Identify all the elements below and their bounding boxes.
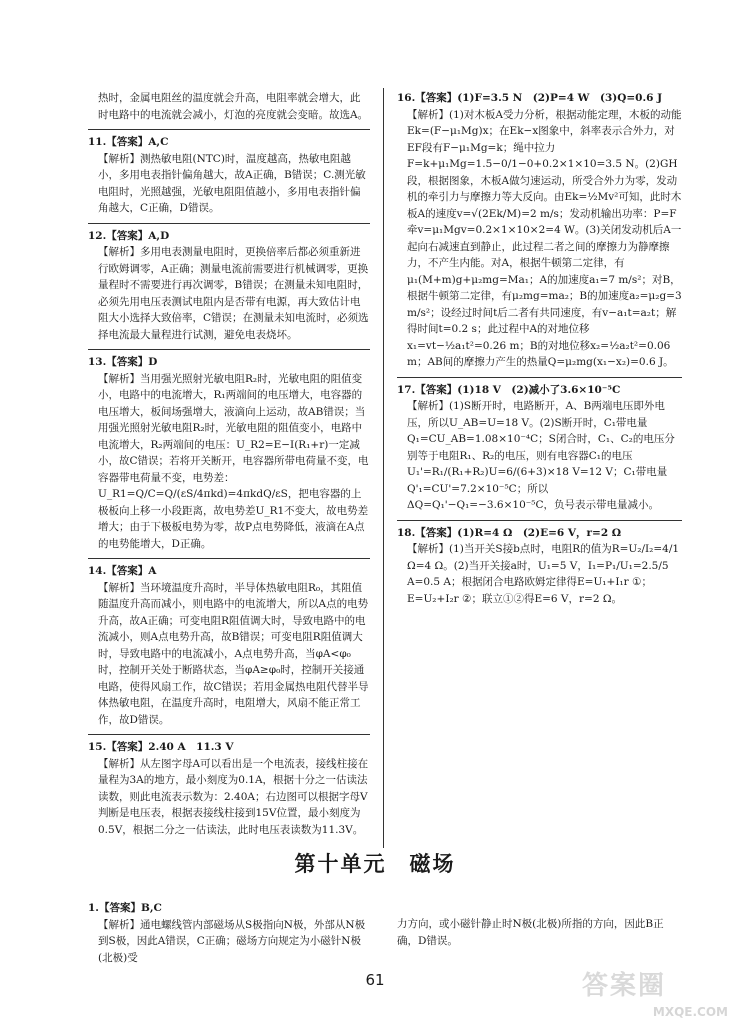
q15-analysis: 【解析】从左图字母A可以看出是一个电流表，接线柱接在量程为3A的地方，最小刻度为0.1A，根据十分之一估读法读数，则此电流表示数为：2.40A；右边图可以根据字母V判断是电压表，根据表接线柱接到15V位置，最小刻度为0.5V，根据二分之一估读法，此时电压表读数为11.3V。 [98, 757, 369, 836]
q13-answer: 13.【答案】D [88, 356, 158, 368]
q18-analysis: 【解析】(1)当开关S接b点时，电阻R的值为R=U₂/I₂=4/1 Ω=4 Ω。(2)当开关接a时，U₁=5 V，I₁=P₁/U₁=2.5/5 A=0.5 A；根据闭合电路欧姆定律得E=U₁+I₁r ①；E=U₂+I₂r ②；联立①②得E=6 V，r=2 Ω。 [407, 543, 680, 605]
q17-analysis: 【解析】(1)S断开时，电路断开，A、B两端电压即外电压，所以U_AB=U=18 V。(2)S断开时，C₁带电量Q₁=CU_AB=1.08×10⁻⁴C；S闭合时，C₁、C₂的电压分别等于电阻R₁、R₂的电压，则有电容器C₁的电压U₁'=R₁/(R₁+R₂)U=6/(6+3)×18 V=12 V；C₁带电量Q'₁=CU'=7.2×10⁻⁵C；所以ΔQ=Q₁'−Q₁=−3.6×10⁻⁵C，负号表示带电量减小。 [407, 400, 675, 511]
q17-answer: 17.【答案】(1)18 V (2)减小了3.6×10⁻⁵C [397, 383, 621, 396]
watermark-main: 答案圈 [582, 971, 667, 1001]
q15-answer: 15.【答案】2.40 A 11.3 V [88, 741, 234, 753]
q11-answer: 11.【答案】A,C [88, 136, 169, 148]
q14-analysis: 【解析】当环境温度升高时，半导体热敏电阻R₀，其阻值随温度升高而减小，则电路中的电流增大，所以A点的电势升高，故A正确；可变电阻R阻值调大时，导致电路中的电流减小，则A点电势升高，故B错误；可变电阻R阻值调大时，导致电路中的电流减小，A点电势升高，当φA<φ₀时，控制开关处于断路状态，当φA≥φ₀时，控制开关接通电路，使得风扇工作，故C错误；若用金属热电阻代替半导体热敏电阻，在温度升高时，电阻增大，风扇不能正常工作，故D错误。 [98, 581, 369, 726]
unit10-q1-analysis-left: 【解析】通电螺线管内部磁场从S极指向N极，外部从N极到S极，因此A错误，C正确；磁场方向规定为小磁针N极(北极)受 [98, 918, 366, 964]
question-17 [397, 378, 682, 521]
left-column [88, 86, 370, 844]
q18-answer: 18.【答案】(1)R=4 Ω (2)E=6 V，r=2 Ω [397, 526, 622, 539]
column-divider [383, 88, 384, 848]
q16-analysis: 【解析】(1)对木板A受力分析，根据动能定理，木板的动能Ek=(F−μ₁Mg)x；在Ek−x图象中，斜率表示合外力，对EF段有F−μ₁Mg=k；绳中拉力F=k+μ₁Mg=1.5−0/1−0+0.2×1×10=3.5 N。(2)GH段，根据图象，木板A做匀速运动，所受合外力为零，发动机的牵引力与摩擦力等大反向。由Ek=½Mv²可知，此时木板A的速度v=√(2Ek/M)=2 m/s；发动机输出功率：P=F牵v=μ₁Mgv=0.2×1×10×2=4 W。(3)关闭发动机后A一起向右减速直到静止，此过程二者之间的摩擦力为静摩擦力，不产生内能。对A，根据牛顿第二定律，有μ₁(M+m)g+μ₂mg=Ma₁；A的加速度a₁=7 m/s²；对B，根据牛顿第二定律，有μ₂mg=ma₂；B的加速度a₂=μ₂g=3 m/s²；设经过时间t后二者有共同速度，有v−a₁t=a₂t；解得时间t=0.2 s；此过程中A的对地位移x₁=vt−½a₁t²=0.26 m；B的对地位移x₂=½a₂t²=0.06 m；AB间的摩擦力产生的热量Q=μ₂mg(x₁−x₂)=0.6 J。 [407, 108, 682, 368]
q14-answer: 14.【答案】A [88, 565, 157, 577]
question-18 [397, 521, 682, 614]
bottom-left-block [88, 900, 370, 966]
q16-answer: 16.【答案】(1)F=3.5 N (2)P=4 W (3)Q=0.6 J [397, 92, 663, 104]
unit10-q1-analysis-right: 力方向，或小磁针静止时N极(北极)所指的方向，因此B正确，D错误。 [397, 918, 664, 947]
page-number: 61 [365, 971, 385, 989]
question-11 [88, 130, 370, 224]
q12-answer: 12.【答案】A,D [88, 229, 170, 242]
watermark-logo [582, 971, 732, 1019]
question-12 [88, 224, 370, 351]
unit-title: 第十单元 磁场 [294, 852, 456, 876]
question-15 [88, 735, 370, 844]
q13-analysis: 【解析】当用强光照射光敏电阻R₂时，光敏电阻的阻值变小，电路中的电流增大，R₁两端间的电压增大，电容器的电压增大，板间场强增大，液滴向上运动，故AB错误；当用强光照射光敏电阻R₂时，光敏电阻的阻值变小，电路中电流增大，R₂两端间的电压：U_R2=E−I(R₁+r)一定减小，故C错误；若将开关断开，电容器所带电荷量不变，电容器带电荷量不变，电势差：U_R1=Q/C=Q/(εS/4πkd)=4πkdQ/εS，把电容器的上极板向上移一小段距离，故电势差U_R1不变大，故电势差增大；由于下极板电势为零，故P点电势降低，液滴在A点的电势能增大，D正确。 [98, 372, 369, 550]
unit10-q1-answer: 1.【答案】B,C [88, 902, 162, 914]
question-14 [88, 559, 370, 735]
q11-analysis: 【解析】测热敏电阻(NTC)时，温度越高，热敏电阻越小，多用电表指针偏角越大，故A正确，B错误；C.测光敏电阻时，光照越强，光敏电阻阻值越小，多用电表指针偏角越大，C正确，D错误。 [98, 152, 366, 214]
intro-paragraph [88, 86, 370, 130]
right-column [397, 86, 682, 613]
q12-analysis: 【解析】多用电表测量电阻时，更换倍率后都必须重新进行欧姆调零，A正确；测量电流前需要进行机械调零，更换量程时不需要进行再次调零，B错误；在测量未知电阻时，必须先用电压表测试电阻内是否带有电源，再大致估计电阻大小选择大致倍率，C错误；在测量未知电流时，必须选择电流最大量程进行试测，避免电表烧坏。 [98, 246, 369, 341]
bottom-right-block [397, 900, 682, 949]
intro-text: 热时，金属电阻丝的温度就会升高，电阻率就会增大，此时电路中的电流就会减小，灯泡的亮度就会变暗。故选A。 [98, 92, 369, 121]
question-16 [397, 86, 682, 378]
question-13 [88, 350, 370, 559]
watermark-url: MXQE.COM [652, 1005, 728, 1019]
